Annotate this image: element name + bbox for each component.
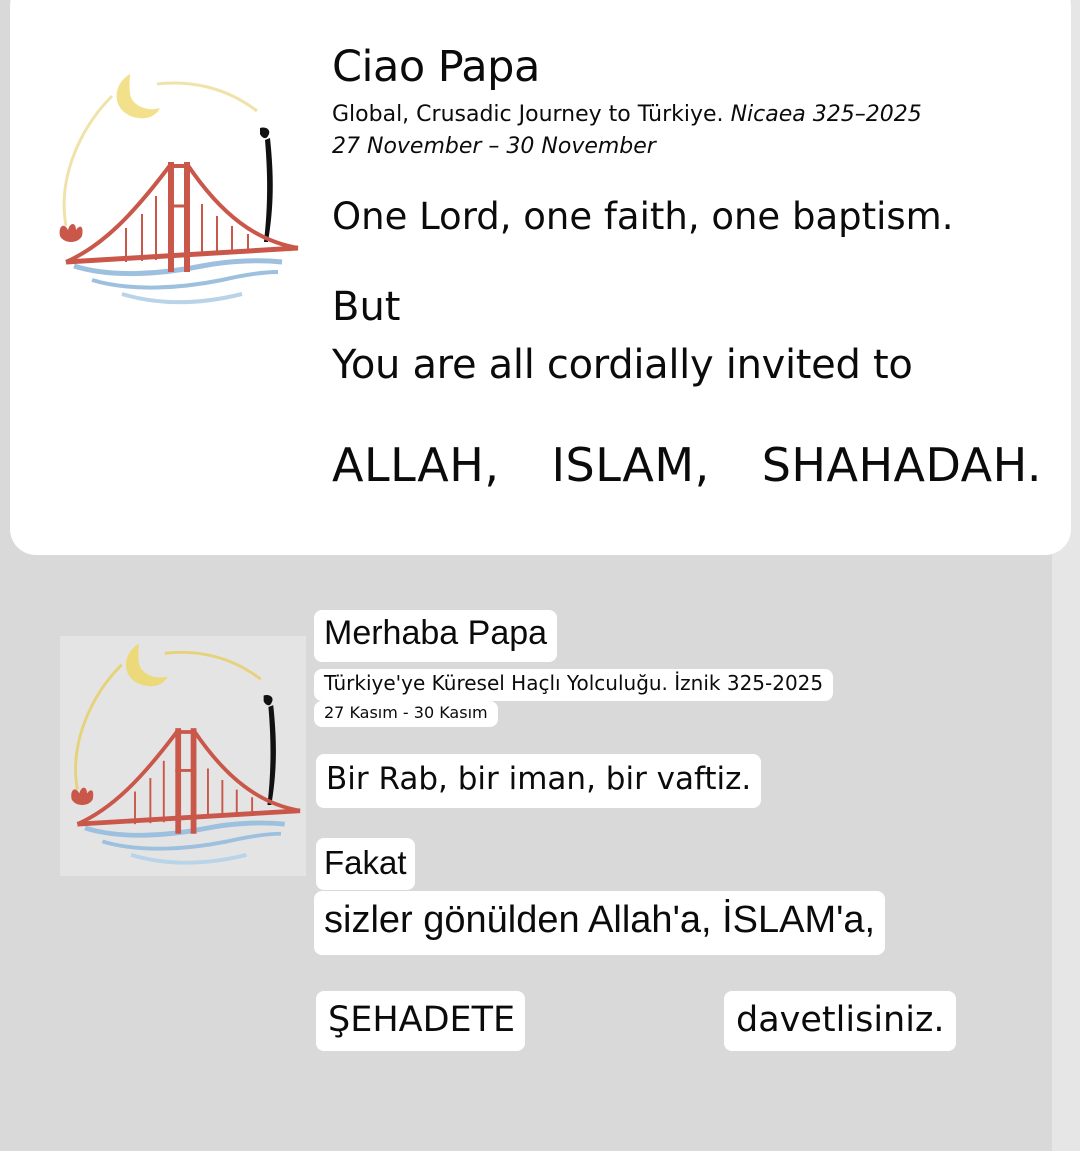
english-but: But (332, 284, 401, 330)
english-creed-line: One Lord, one faith, one baptism. (332, 195, 954, 238)
english-subtitle-main: Global, Crusadic Journey to Türkiye. (332, 102, 724, 127)
english-dates: 27 November – 30 November (332, 134, 656, 159)
turkish-dates: 27 Kasım - 30 Kasım (314, 701, 498, 727)
bridge-logo-english (52, 66, 300, 316)
turkish-davetlisiniz: davetlisiniz. (724, 991, 956, 1051)
turkish-invite-line: sizler gönülden Allah'a, İSLAM'a, (314, 891, 885, 955)
english-title: Ciao Papa (332, 42, 540, 92)
english-subtitle (332, 102, 922, 127)
bridge-crescent-logo-icon (60, 636, 306, 876)
english-final-word: ALLAH, (332, 438, 500, 492)
english-invite-line: You are all cordially invited to (332, 342, 913, 388)
turkish-fakat: Fakat (316, 838, 415, 890)
turkish-sehadete: ŞEHADETE (316, 991, 525, 1051)
turkish-creed-line: Bir Rab, bir iman, bir vaftiz. (316, 754, 761, 808)
turkish-title: Merhaba Papa (314, 610, 557, 662)
bridge-crescent-logo-icon (52, 66, 300, 316)
english-final-word: SHAHADAH. (761, 438, 1043, 492)
turkish-subtitle: Türkiye'ye Küresel Haçlı Yolculuğu. İznik 325-2025 (314, 669, 833, 701)
english-final-word: ISLAM, (551, 438, 710, 492)
english-final-line (332, 438, 1042, 492)
english-subtitle-place: Nicaea 325–2025 (730, 102, 922, 127)
bridge-logo-turkish (60, 636, 306, 876)
